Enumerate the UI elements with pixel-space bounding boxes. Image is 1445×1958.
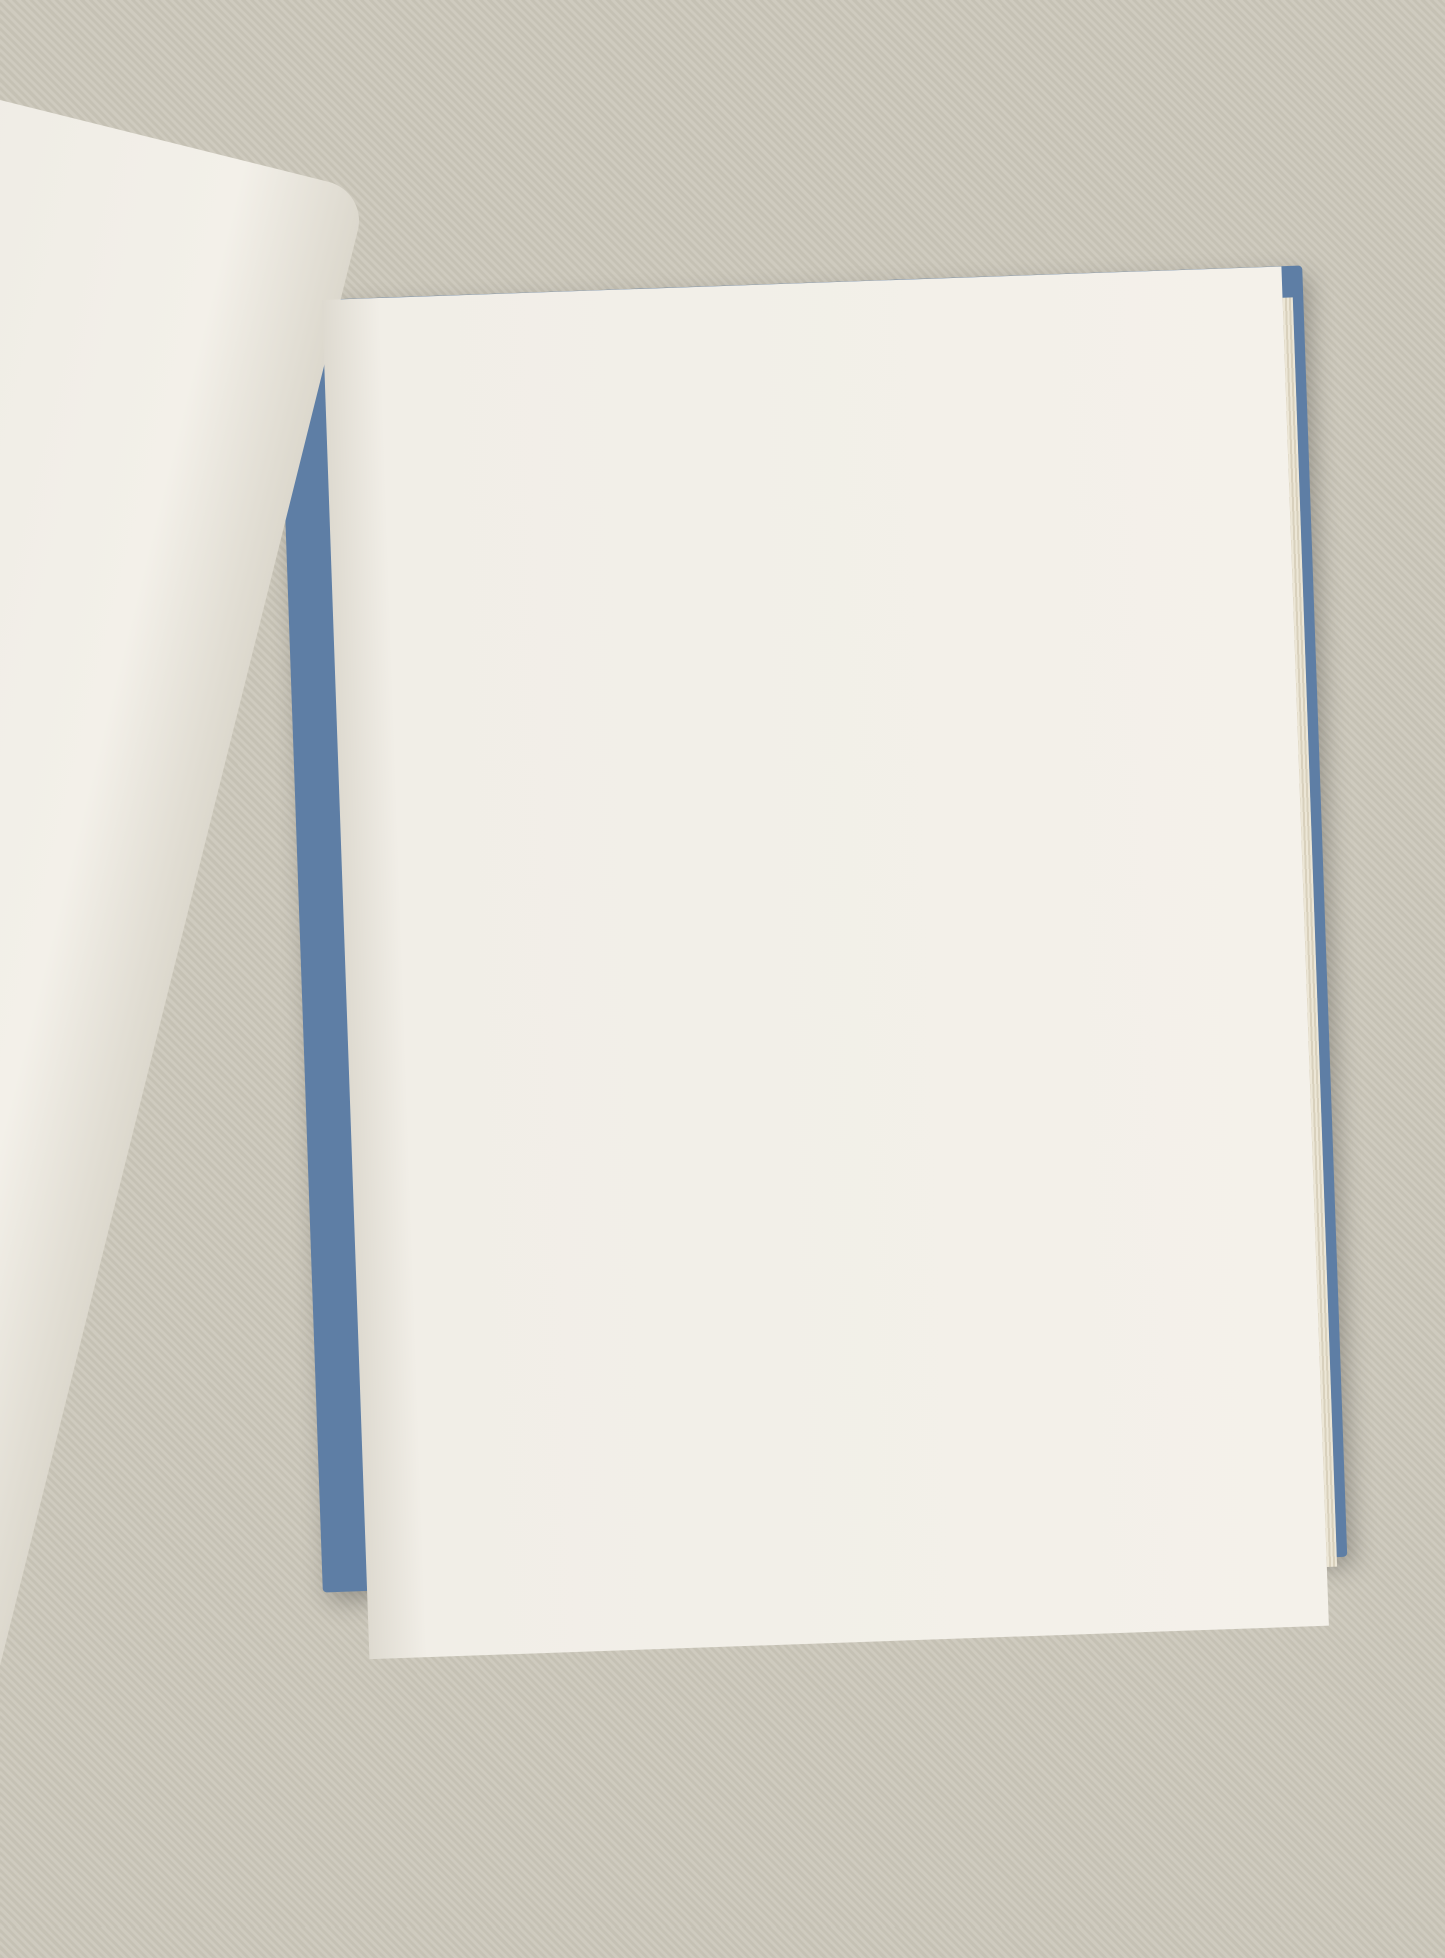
dialog-column-left [325, 388, 665, 400]
dialog-column-right [660, 362, 1000, 374]
right-page [322, 266, 1329, 1659]
